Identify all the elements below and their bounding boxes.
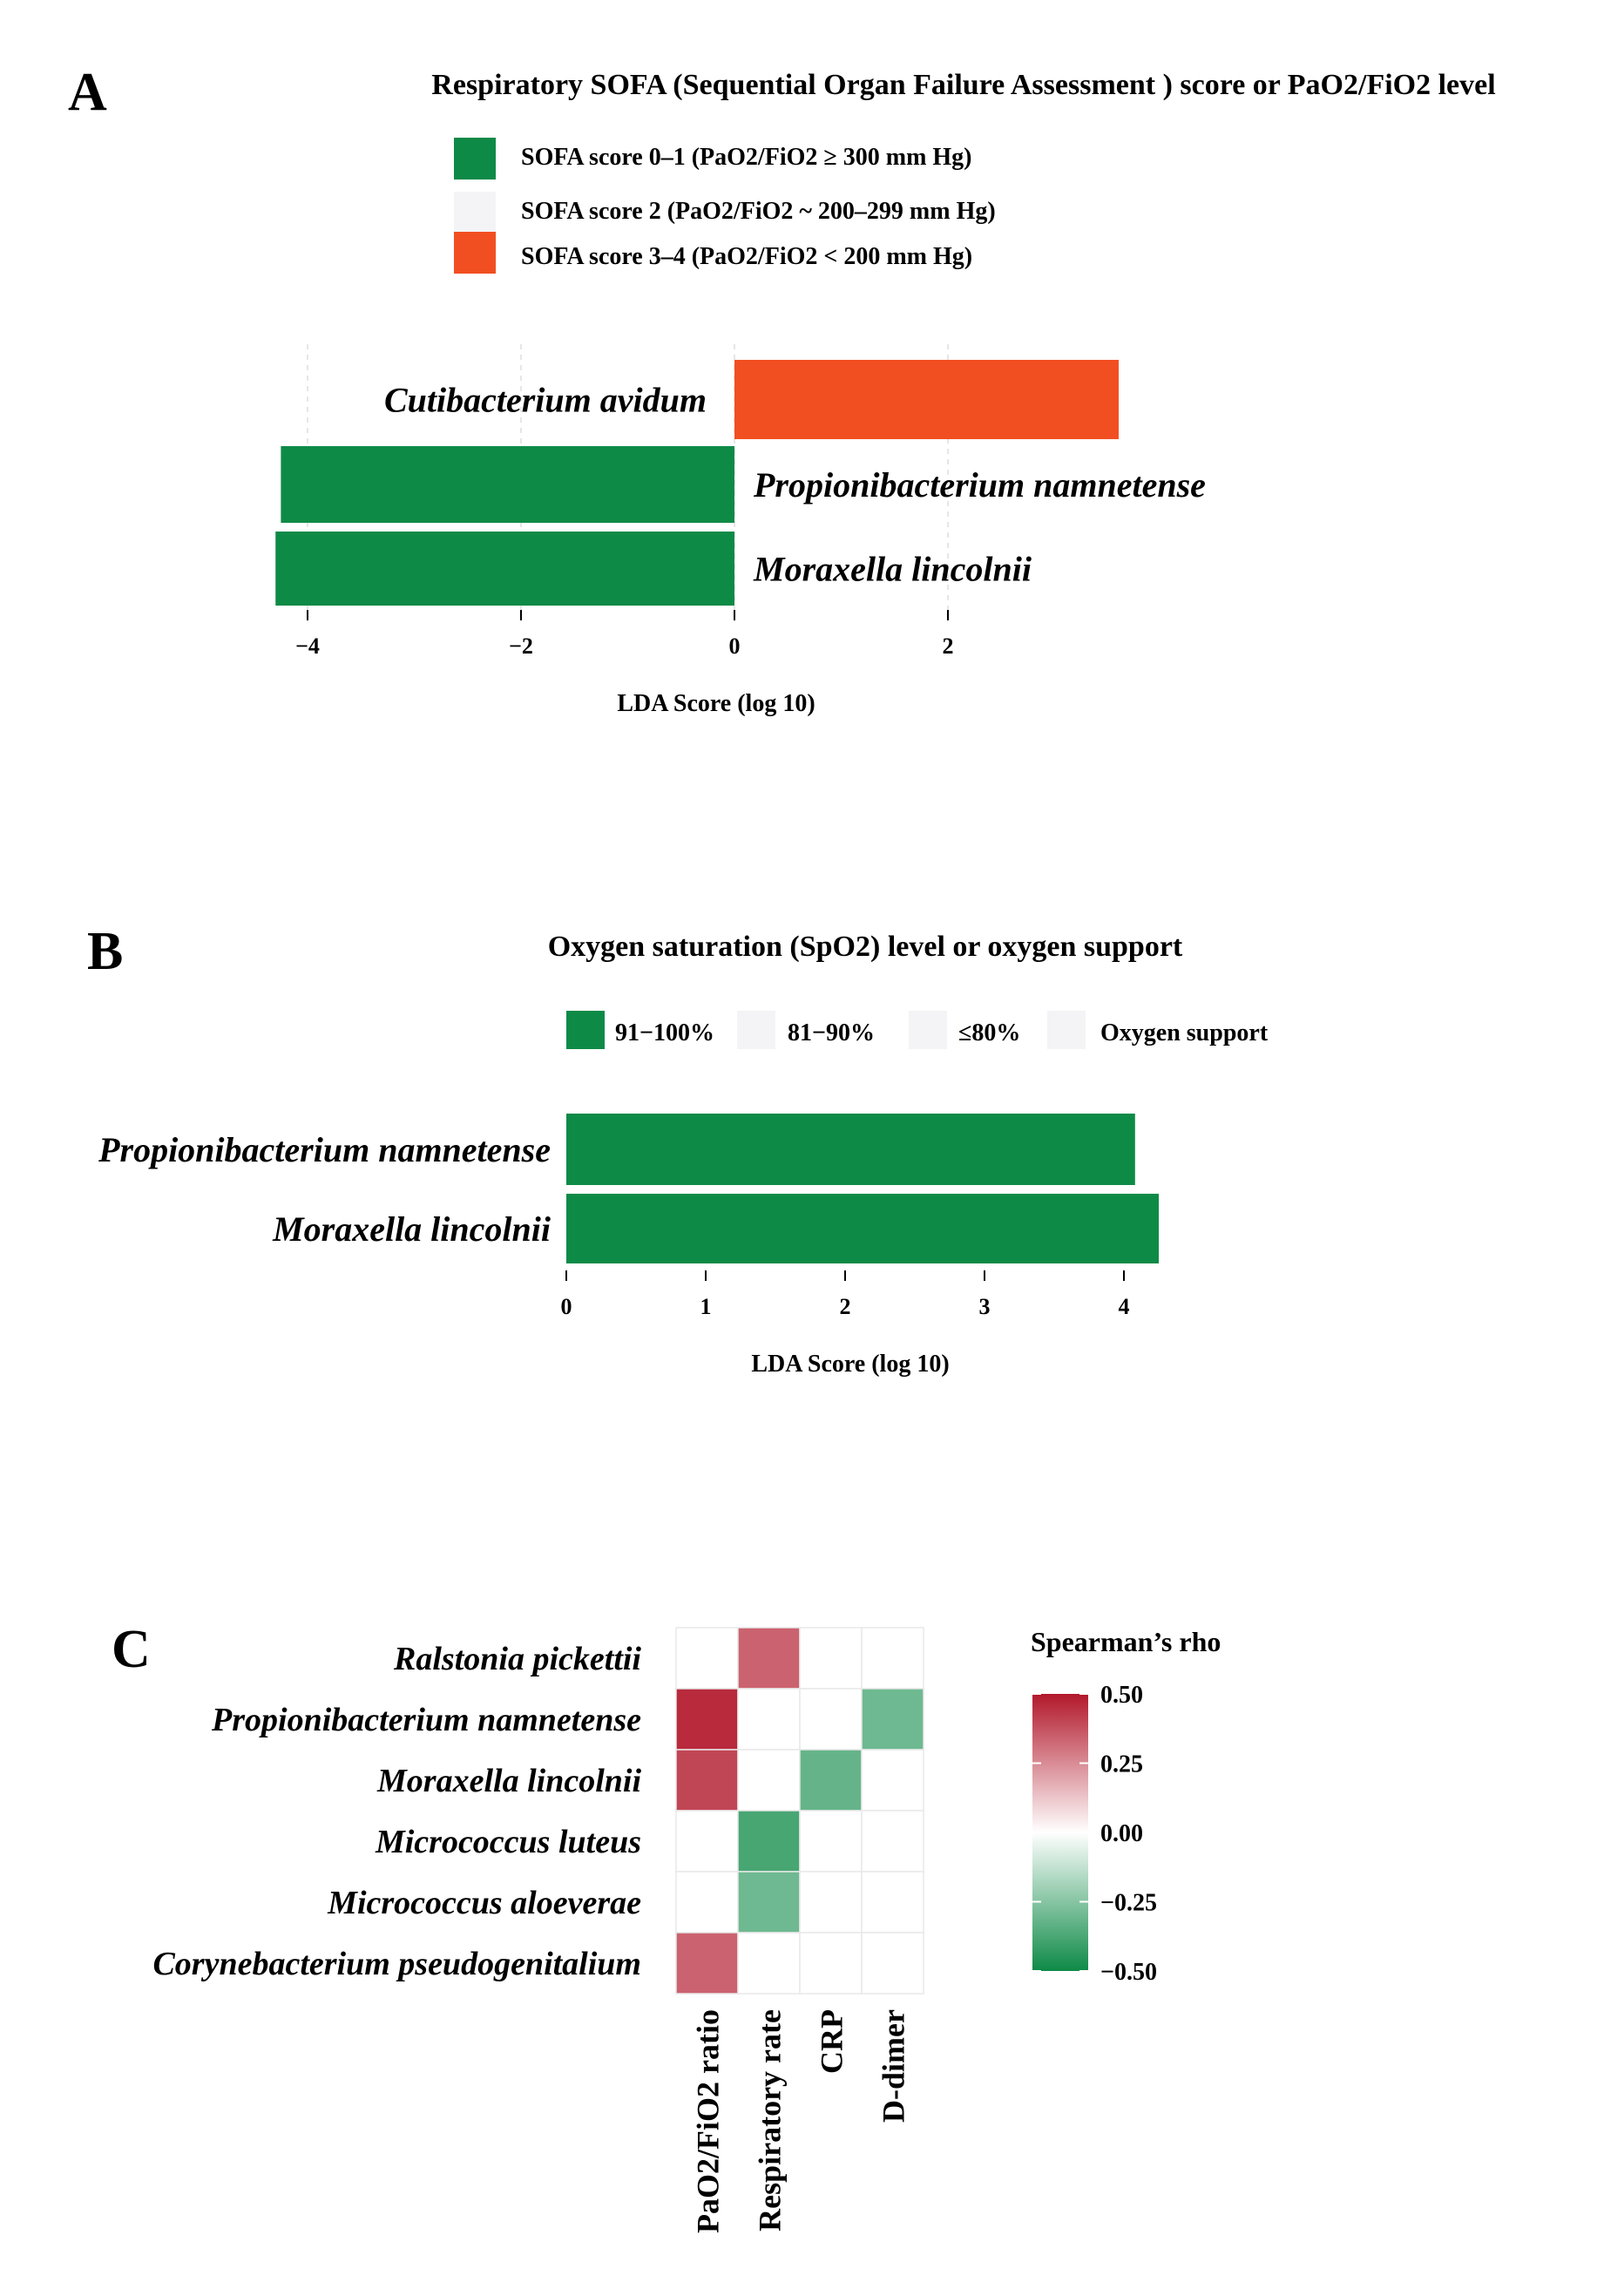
panel-c-heatmap-cell <box>738 1933 800 1994</box>
panel-c-heatmap-cell <box>862 1750 924 1811</box>
panel-a-legend-label: SOFA score 3–4 (PaO2/FiO2 < 200 mm Hg) <box>521 243 973 270</box>
panel-c-row-label: Moraxella lincolnii <box>377 1763 641 1799</box>
panel-b-bar-label: Propionibacterium namnetense <box>98 1130 551 1169</box>
panel-c-letter: C <box>112 1620 151 1679</box>
panel-c-heatmap-cell <box>676 1872 738 1933</box>
panel-c-heatmap-cell <box>676 1750 738 1811</box>
panel-c-heatmap-cell <box>676 1689 738 1750</box>
panel-b-plot <box>98 1114 1159 1319</box>
panel-b-tick-label: 3 <box>978 1294 991 1319</box>
panel-b-bar <box>566 1114 1135 1185</box>
panel-c-heatmap-cell <box>738 1689 800 1750</box>
panel-a-legend-label: SOFA score 2 (PaO2/FiO2 ~ 200–299 mm Hg) <box>521 198 996 225</box>
panel-b-legend-swatch <box>737 1011 775 1049</box>
panel-b-legend-label: Oxygen support <box>1100 1019 1269 1046</box>
panel-a-legend-label: SOFA score 0–1 (PaO2/FiO2 ≥ 300 mm Hg) <box>521 144 972 171</box>
panel-c-row-label: Propionibacterium namnetense <box>212 1702 641 1738</box>
panel-c-colorbar <box>1032 1682 1157 1986</box>
panel-a-bar-label: Propionibacterium namnetense <box>754 465 1206 505</box>
panel-c-row-label: Ralstonia pickettii <box>394 1641 641 1677</box>
panel-a-bar <box>275 532 734 606</box>
panel-a-legend <box>454 138 996 274</box>
panel-c-heatmap-cell <box>676 1811 738 1872</box>
panel-c-heatmap-cell <box>800 1811 862 1872</box>
panel-a-legend-swatch <box>454 232 496 274</box>
panel-b-legend-label: ≤80% <box>958 1019 1021 1046</box>
panel-c-heatmap-cell <box>676 1933 738 1994</box>
panel-a-bar-label: Moraxella lincolnii <box>754 549 1032 589</box>
panel-b-legend-swatch <box>566 1011 605 1049</box>
panel-b-legend-swatch <box>1047 1011 1086 1049</box>
panel-b-tick-label: 2 <box>839 1294 851 1319</box>
panel-b-tick-label: 4 <box>1118 1294 1130 1319</box>
panel-b-legend-label: 91−100% <box>615 1019 714 1046</box>
panel-a-x-axis-title: LDA Score (log 10) <box>617 690 815 717</box>
panel-a-bar <box>734 360 1119 439</box>
panel-c-colorbar-label: 0.25 <box>1100 1751 1143 1778</box>
panel-c-heatmap-cell <box>738 1872 800 1933</box>
panel-c-heatmap-cell <box>862 1872 924 1933</box>
panel-c-colorbar-label: −0.50 <box>1100 1959 1157 1986</box>
panel-a-legend-swatch <box>454 192 496 234</box>
panel-a-title: Respiratory SOFA (Sequential Organ Failure Assessment ) score or PaO2/FiO2 level <box>431 69 1496 101</box>
panel-c-heatmap-cell <box>862 1811 924 1872</box>
panel-b-x-axis-title: LDA Score (log 10) <box>751 1351 950 1378</box>
panel-a-plot <box>275 344 1206 659</box>
panel-c-row-label: Micrococcus luteus <box>375 1824 641 1860</box>
panel-c-colorbar-label: −0.25 <box>1100 1889 1157 1917</box>
panel-c-heatmap-cell <box>676 1628 738 1689</box>
panel-c-heatmap-cell <box>738 1750 800 1811</box>
panel-b-bar <box>566 1194 1159 1263</box>
panel-c-heatmap-cell <box>800 1689 862 1750</box>
panel-c-row-label: Micrococcus aloeverae <box>328 1885 641 1921</box>
panel-b-legend-label: 81−90% <box>788 1019 875 1046</box>
panel-c-colorbar-label: 0.00 <box>1100 1820 1143 1847</box>
panel-b-tick-label: 0 <box>560 1294 572 1319</box>
panel-c-heatmap-cell <box>862 1689 924 1750</box>
panel-b-legend-swatch <box>909 1011 947 1049</box>
panel-a-letter: A <box>68 63 107 122</box>
panel-b-letter: B <box>87 922 124 981</box>
panel-b-title: Oxygen saturation (SpO2) level or oxygen support <box>547 931 1183 963</box>
panel-c-heatmap-cell <box>738 1811 800 1872</box>
panel-a-legend-swatch <box>454 138 496 179</box>
panel-b-legend <box>566 1011 1269 1049</box>
panel-c-column-label: D-dimer <box>876 2009 911 2123</box>
panel-a-tick-label: −2 <box>509 633 533 659</box>
panel-c-column-label: Respiratory rate <box>752 2009 788 2232</box>
panel-c-heatmap-cell <box>800 1933 862 1994</box>
panel-a-tick-label: −4 <box>295 633 320 659</box>
panel-a-tick-label: 2 <box>942 633 954 659</box>
panel-c-heatmap-cell <box>862 1628 924 1689</box>
panel-c-row-label: Corynebacterium pseudogenitalium <box>152 1946 641 1982</box>
panel-b-tick-label: 1 <box>700 1294 712 1319</box>
panel-a-tick-label: 0 <box>728 633 741 659</box>
panel-c-heatmap-cell <box>738 1628 800 1689</box>
panel-a-bar <box>281 446 734 523</box>
panel-c-heatmap-cell <box>800 1872 862 1933</box>
panel-c-heatmap-cell <box>800 1750 862 1811</box>
panel-c-legend-title: Spearman’s rho <box>1031 1626 1221 1657</box>
panel-c-heatmap <box>152 1628 924 2233</box>
panel-c-heatmap-cell <box>800 1628 862 1689</box>
panel-c-column-label: CRP <box>814 2009 849 2074</box>
panel-c-column-label: PaO2/FiO2 ratio <box>690 2009 726 2233</box>
panel-c-colorbar-label: 0.50 <box>1100 1682 1143 1709</box>
panel-b-bar-label: Moraxella lincolnii <box>273 1209 551 1249</box>
panel-c-heatmap-cell <box>862 1933 924 1994</box>
panel-a-bar-label: Cutibacterium avidum <box>383 380 707 420</box>
